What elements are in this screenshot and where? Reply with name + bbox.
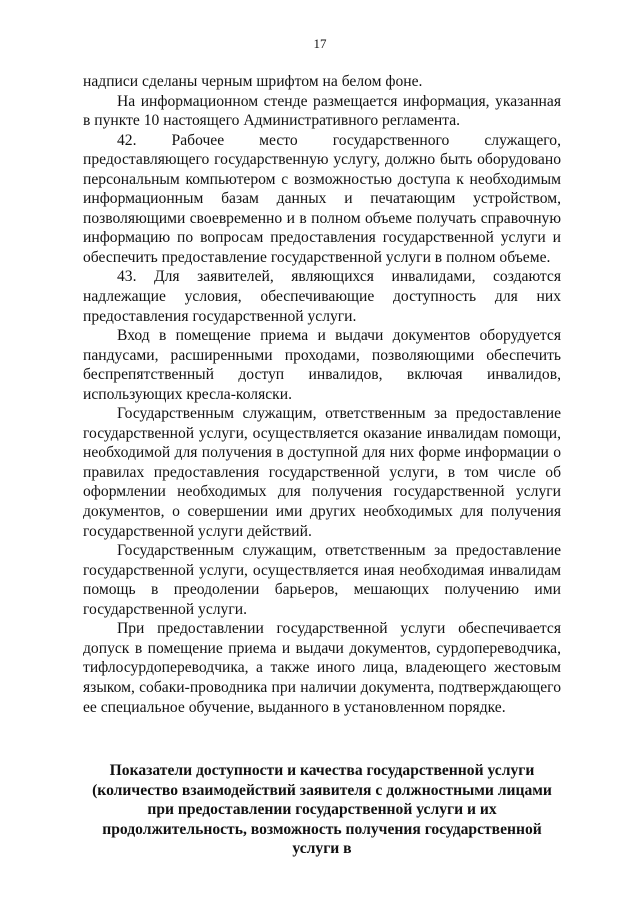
body-text: [83, 72, 561, 717]
page-number: 17: [313, 36, 327, 51]
paragraph-42-workplace: 42. Рабочее место государственного служащего, предоставляющего государственную услугу, должно быть оборудовано персональным компьютером с возможностью доступа к необходимым информационным базам данных и печатающим устройством, позволяющими своевременно и в полном объеме получать справочную информацию по вопросам предоставления государственной услуги и обеспечить предоставление государственной услуги в полном объеме.: [83, 131, 561, 266]
paragraph-continuation: надписи сделаны черным шрифтом на белом фоне.: [83, 73, 423, 90]
paragraph-entrance-ramps: Вход в помещение приема и выдачи документов оборудуется пандусами, расширенными проходами, позволяющими обеспечить беспрепятственный доступ инвалидов, включая инвалидов, использующих кресла-коляски.: [83, 327, 561, 403]
paragraph-assistance-barriers: Государственным служащим, ответственным за предоставление государственной услуги, осуществляется иная необходимая инвалидам помощь в преодолении барьеров, мешающих получению ими государственной услуги.: [83, 542, 561, 618]
paragraph-info-stand: На информационном стенде размещается информация, указанная в пункте 10 настоящего Административного регламента.: [83, 92, 561, 130]
paragraph-admission-interpreters: При предоставлении государственной услуги обеспечивается допуск в помещение приема и выдачи документов, сурдопереводчика, тифлосурдопереводчика, а также иного лица, владеющего жестовым языком, собаки-проводника при наличии документа, подтверждающего ее специальное обучение, выданного в установленном порядке.: [83, 620, 561, 716]
paragraph-assistance-information: Государственным служащим, ответственным за предоставление государственной услуги, осуществляется оказание инвалидам помощи, необходимой для получения в доступной для них форме информации о правилах предоставления государственной услуги, в том числе об оформлении необходимых для получения государственной услуги документов, о совершении ими других необходимых для получения государственной услуги действий.: [83, 405, 561, 540]
section-heading: Показатели доступности и качества государственной услуги (количество взаимодействий заявителя с должностными лицами при предоставлении государственной услуги и их продолжительность, возможность получения государственной услуги в: [92, 762, 552, 858]
paragraph-43-disabled-conditions: 43. Для заявителей, являющихся инвалидами, создаются надлежащие условия, обеспечивающие доступность для них предоставления государственной услуги.: [83, 268, 561, 325]
